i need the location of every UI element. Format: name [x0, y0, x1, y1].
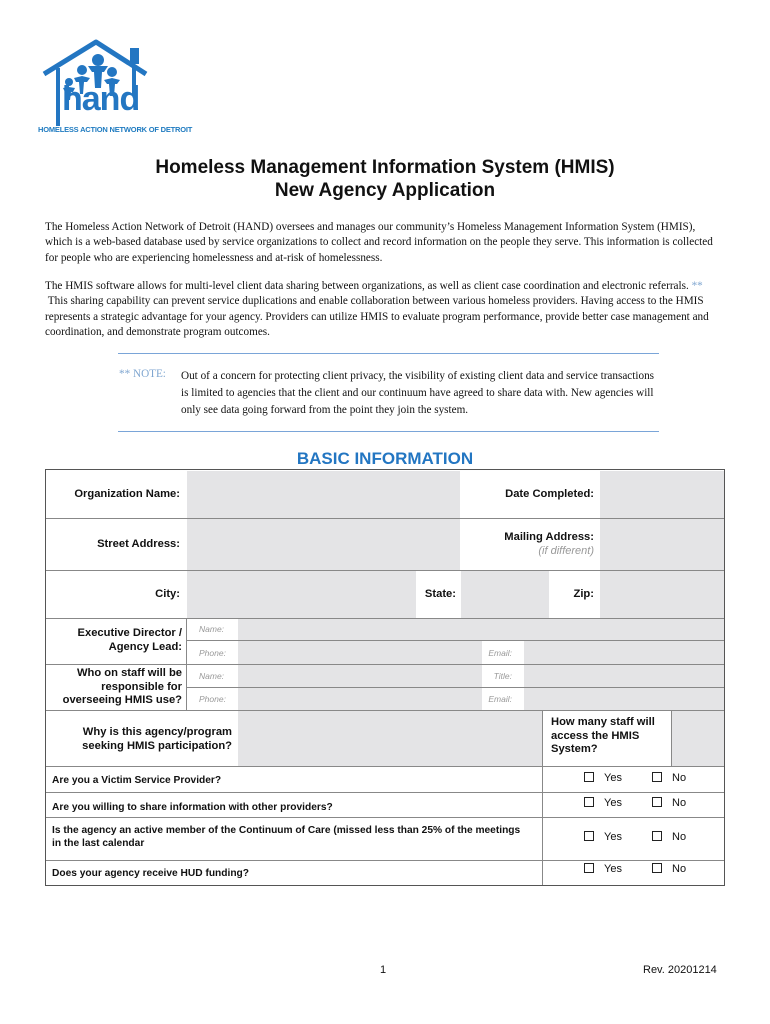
page-title: Homeless Management Information System (HMIS) — [155, 157, 615, 178]
city-label: City: — [155, 588, 180, 600]
form-rule — [542, 710, 543, 766]
form-rule — [542, 766, 543, 885]
mailing-address-note: (if different) — [538, 545, 594, 557]
coc-member-no-option[interactable] — [652, 831, 686, 843]
state-label: State: — [424, 588, 456, 600]
intro-paragraph-2 — [45, 279, 725, 341]
exec-name-field[interactable] — [238, 619, 724, 640]
coc-member-yes-option[interactable] — [584, 831, 622, 843]
checkbox-icon — [652, 863, 662, 873]
executive-director-label: Executive Director / Agency Lead: — [77, 627, 182, 653]
logo-tagline: HOMELESS ACTION NETWORK OF DETROIT — [38, 125, 193, 134]
intro-paragraph-2b: This sharing capability can prevent service duplications and enable collaboration between various homeless providers. Having access to the HMIS represents a strategic advantage for your agency. Providers can utilize HMIS to evaluate program performance, provide better case management and coordination, and demonstrate program outcomes. — [45, 295, 709, 339]
date-completed-field[interactable] — [600, 471, 724, 518]
question-coc-member: Is the agency an active member of the Continuum of Care (missed less than 25% of the meetings in the last calendar — [52, 825, 521, 849]
exec-phone-field[interactable] — [238, 641, 482, 664]
checkbox-icon — [652, 772, 662, 782]
why-participation-field[interactable] — [238, 711, 542, 766]
stars-marker: ** — [691, 280, 703, 292]
staff-title-field[interactable] — [524, 665, 724, 687]
state-field[interactable] — [461, 571, 549, 618]
note-divider-bottom — [118, 431, 659, 432]
mailing-address-label: Mailing Address: — [504, 531, 594, 543]
no-label: No — [672, 831, 687, 843]
checkbox-icon — [584, 797, 594, 807]
yes-label: Yes — [604, 831, 622, 843]
staff-phone-hint: Phone: — [199, 694, 226, 704]
note-label: ** NOTE: — [119, 368, 166, 380]
page-subtitle: New Agency Application — [274, 180, 496, 201]
form-rule — [186, 618, 187, 664]
staff-email-field[interactable] — [524, 688, 724, 710]
intro-paragraph-1: The Homeless Action Network of Detroit (HAND) oversees and manages our community’s Homeless Management Information System (HMIS), which is a web-based database used by service organizations to collect and record information on the people they serve. This information is collected for people who are experiencing homelessness and at-risk of homelessness. — [45, 221, 713, 264]
form-rule — [46, 817, 724, 818]
city-field[interactable] — [187, 571, 416, 618]
logo-wordmark: hand — [62, 80, 140, 118]
org-name-field[interactable] — [187, 471, 460, 518]
no-label: No — [672, 797, 687, 809]
hud-funding-yes-option[interactable] — [584, 863, 622, 875]
form-rule — [46, 766, 724, 767]
checkbox-icon — [584, 863, 594, 873]
checkbox-icon — [584, 831, 594, 841]
exec-name-hint: Name: — [199, 624, 225, 634]
no-label: No — [672, 863, 687, 875]
page-number: 1 — [380, 964, 387, 976]
staff-count-label: How many staff will access the HMIS System? — [551, 716, 655, 755]
no-label: No — [672, 772, 687, 784]
staff-email-hint: Email: — [488, 694, 512, 704]
yes-label: Yes — [604, 797, 622, 809]
note-divider-top — [118, 353, 659, 354]
staff-name-hint: Name: — [199, 671, 225, 681]
yes-label: Yes — [604, 863, 622, 875]
staff-count-field[interactable] — [672, 711, 724, 766]
mailing-address-field[interactable] — [600, 519, 724, 570]
exec-email-field[interactable] — [524, 641, 724, 664]
intro-paragraph-2a: The HMIS software allows for multi-level client data sharing between organizations, as well as client case coordination and electronic referrals. — [45, 280, 689, 292]
checkbox-icon — [584, 772, 594, 782]
street-address-label: Street Address: — [97, 538, 180, 550]
basic-information-form — [45, 469, 725, 886]
form-rule — [46, 792, 724, 793]
exec-email-hint: Email: — [488, 648, 512, 658]
why-participation-label: Why is this agency/program seeking HMIS participation? — [82, 726, 232, 752]
section-title: BASIC INFORMATION — [296, 449, 474, 468]
exec-phone-hint: Phone: — [199, 648, 226, 658]
revision-label: Rev. 20201214 — [643, 964, 717, 976]
form-rule — [46, 860, 724, 861]
checkbox-icon — [652, 797, 662, 807]
question-hud-funding: Does your agency receive HUD funding? — [52, 868, 250, 879]
victim-service-no-option[interactable] — [652, 772, 686, 784]
date-completed-label: Date Completed: — [505, 488, 594, 500]
share-info-yes-option[interactable] — [584, 797, 622, 809]
note-text: Out of a concern for protecting client privacy, the visibility of existing client data and service transactions is limited to agencies that the client and our continuum have agreed to share data with. New agencies will only see data going forward from the point they join the system. — [181, 370, 655, 416]
staff-name-field[interactable] — [238, 665, 482, 687]
org-name-label: Organization Name: — [74, 488, 180, 500]
zip-field[interactable] — [600, 571, 724, 618]
form-rule — [671, 710, 672, 766]
staff-phone-field[interactable] — [238, 688, 482, 710]
question-share-information: Are you willing to share information with other providers? — [52, 802, 333, 813]
share-info-no-option[interactable] — [652, 797, 686, 809]
question-victim-service: Are you a Victim Service Provider? — [52, 775, 222, 786]
hud-funding-no-option[interactable] — [652, 863, 686, 875]
checkbox-icon — [652, 831, 662, 841]
hmis-staff-label: Who on staff will be responsible for overseeing HMIS use? — [62, 667, 182, 706]
victim-service-yes-option[interactable] — [584, 772, 622, 784]
staff-title-hint: Title: — [493, 671, 512, 681]
zip-label: Zip: — [573, 588, 594, 600]
street-address-field[interactable] — [187, 519, 460, 570]
yes-label: Yes — [604, 772, 622, 784]
